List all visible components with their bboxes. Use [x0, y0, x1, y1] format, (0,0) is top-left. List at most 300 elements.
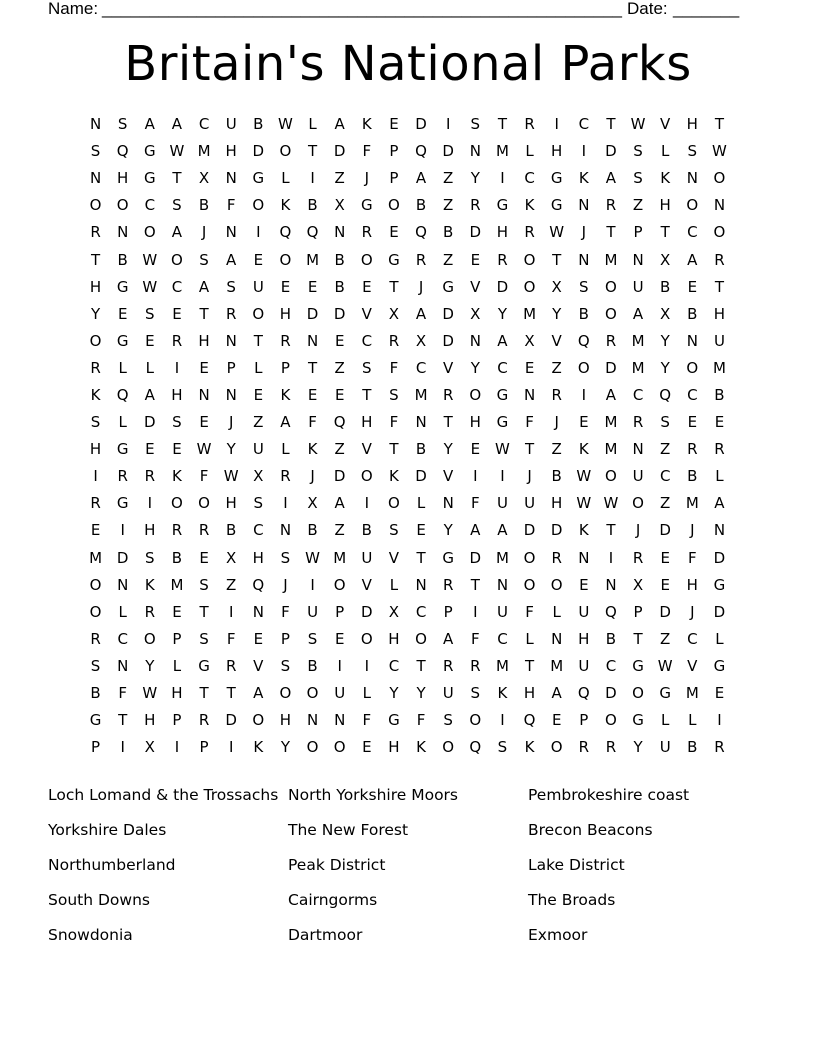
grid-letter: M	[495, 142, 509, 161]
grid-letter: Y	[416, 684, 426, 703]
grid-letter: K	[660, 169, 671, 188]
grid-letter: F	[226, 196, 236, 215]
grid-letter: N	[225, 331, 237, 350]
grid-letter: G	[89, 711, 102, 730]
grid-letter: X	[334, 196, 345, 215]
grid-row	[82, 463, 734, 490]
grid-letter: R	[632, 548, 644, 567]
grid-letter: M	[495, 548, 509, 567]
grid-letter: L	[145, 358, 154, 377]
grid-letter: B	[307, 521, 318, 540]
grid-letter: D	[144, 413, 156, 432]
grid-letter: I	[228, 602, 234, 621]
grid-letter: F	[389, 413, 399, 432]
grid-letter: M	[333, 548, 347, 567]
grid-letter: C	[144, 196, 156, 215]
grid-letter: J	[554, 413, 559, 432]
grid-letter: S	[389, 385, 399, 404]
grid-letter: P	[633, 602, 643, 621]
grid-letter: B	[361, 521, 372, 540]
grid-letter: H	[469, 413, 481, 432]
grid-letter: G	[496, 196, 509, 215]
grid-letter: R	[117, 467, 128, 486]
grid-letter: U	[632, 277, 644, 296]
grid-letter: O	[523, 277, 536, 296]
grid-letter: N	[89, 115, 102, 134]
grid-letter: A	[687, 250, 698, 269]
header-line	[48, 0, 748, 21]
grid-letter: L	[552, 602, 561, 621]
grid-letter: R	[470, 196, 481, 215]
grid-letter: N	[117, 656, 129, 675]
grid-letter: I	[120, 738, 125, 757]
word-list-item: Lake District	[528, 855, 625, 874]
grid-letter: H	[388, 738, 400, 757]
grid-letter: U	[632, 467, 644, 486]
grid-letter: H	[659, 196, 671, 215]
grid-letter: O	[605, 277, 617, 296]
grid-letter: B	[334, 277, 345, 296]
grid-row	[82, 409, 734, 436]
grid-letter: S	[660, 413, 670, 432]
grid-letter: O	[143, 629, 156, 648]
grid-letter: C	[415, 602, 427, 621]
grid-letter: N	[469, 142, 481, 161]
grid-letter: S	[90, 413, 101, 432]
grid-letter: Q	[306, 223, 319, 242]
grid-letter: F	[525, 413, 534, 432]
grid-letter: R	[497, 250, 508, 269]
grid-letter: L	[254, 358, 263, 377]
grid-letter: F	[525, 602, 534, 621]
grid-letter: G	[252, 169, 265, 188]
grid-letter: N	[117, 575, 129, 594]
grid-letter: D	[442, 304, 454, 323]
grid-letter: Y	[389, 684, 399, 703]
letter-grid	[82, 111, 734, 761]
grid-letter: A	[171, 115, 183, 134]
grid-letter: O	[686, 196, 699, 215]
grid-letter: N	[551, 629, 563, 648]
grid-letter: E	[470, 440, 481, 459]
grid-letter: L	[118, 358, 127, 377]
grid-letter: V	[687, 656, 698, 675]
grid-letter: U	[713, 331, 725, 350]
grid-letter: N	[578, 250, 590, 269]
grid-letter: O	[469, 711, 482, 730]
grid-letter: A	[714, 494, 725, 513]
grid-letter: N	[225, 223, 237, 242]
grid-letter: U	[442, 684, 454, 703]
grid-letter: F	[362, 142, 372, 161]
grid-letter: O	[333, 738, 346, 757]
grid-letter: T	[253, 331, 263, 350]
grid-letter: Z	[632, 196, 644, 215]
grid-letter: E	[334, 385, 345, 404]
grid-letter: Q	[659, 385, 672, 404]
grid-letter: D	[415, 467, 427, 486]
grid-letter: G	[116, 277, 129, 296]
word-list-item: Exmoor	[528, 925, 588, 944]
grid-letter: L	[416, 494, 426, 513]
grid-letter: E	[199, 548, 209, 567]
grid-letter: C	[198, 115, 210, 134]
grid-letter: N	[225, 169, 237, 188]
grid-letter: S	[172, 196, 182, 215]
grid-letter: U	[307, 602, 319, 621]
grid-letter: D	[442, 331, 454, 350]
grid-letter: E	[280, 277, 291, 296]
grid-letter: L	[661, 142, 670, 161]
grid-letter: S	[90, 142, 101, 161]
grid-row	[82, 436, 734, 463]
grid-letter: R	[442, 656, 454, 675]
grid-letter: E	[416, 521, 426, 540]
grid-letter: O	[388, 494, 400, 513]
grid-letter: E	[470, 250, 481, 269]
grid-letter: J	[310, 467, 315, 486]
grid-letter: Z	[551, 440, 562, 459]
grid-letter: U	[496, 602, 508, 621]
page-title: Britain's National Parks	[124, 36, 692, 92]
grid-letter: D	[361, 602, 373, 621]
word-list-item: Snowdonia	[48, 925, 133, 944]
grid-letter: G	[659, 684, 671, 703]
grid-letter: O	[89, 331, 102, 350]
grid-letter: B	[198, 196, 210, 215]
grid-letter: K	[524, 196, 535, 215]
grid-letter: X	[415, 331, 427, 350]
grid-letter: R	[442, 575, 454, 594]
grid-letter: O	[469, 385, 482, 404]
grid-letter: Y	[470, 169, 480, 188]
grid-letter: U	[334, 684, 346, 703]
grid-letter: P	[91, 738, 101, 757]
grid-letter: I	[120, 521, 125, 540]
grid-letter: H	[252, 548, 264, 567]
grid-letter: O	[89, 196, 102, 215]
grid-letter: R	[632, 413, 644, 432]
grid-letter: B	[687, 467, 698, 486]
grid-letter: M	[414, 385, 428, 404]
grid-letter: D	[333, 304, 346, 323]
grid-letter: Q	[116, 385, 129, 404]
grid-letter: L	[118, 602, 127, 621]
grid-letter: S	[226, 277, 236, 296]
grid-letter: O	[523, 575, 536, 594]
grid-letter: K	[497, 684, 508, 703]
grid-letter: J	[364, 169, 370, 188]
grid-letter: U	[225, 115, 237, 134]
grid-letter: P	[443, 602, 453, 621]
grid-letter: K	[416, 738, 426, 757]
grid-letter: T	[470, 575, 480, 594]
grid-letter: D	[333, 467, 346, 486]
grid-letter: W	[549, 223, 565, 242]
grid-letter: D	[116, 548, 129, 567]
grid-letter: T	[552, 250, 562, 269]
grid-letter: C	[687, 223, 698, 242]
grid-letter: O	[686, 358, 699, 377]
grid-letter: A	[443, 629, 454, 648]
grid-letter: I	[500, 711, 505, 730]
grid-letter: R	[90, 629, 101, 648]
grid-letter: T	[199, 602, 209, 621]
grid-letter: N	[686, 169, 698, 188]
grid-letter: O	[89, 602, 102, 621]
grid-letter: L	[715, 467, 724, 486]
grid-letter: A	[144, 115, 155, 134]
grid-letter: H	[279, 711, 292, 730]
grid-letter: D	[605, 684, 617, 703]
word-list-item: Peak District	[288, 855, 386, 874]
grid-letter: R	[605, 738, 617, 757]
grid-letter: R	[171, 521, 183, 540]
word-list-item: Cairngorms	[288, 890, 378, 909]
grid-letter: I	[283, 494, 288, 513]
grid-letter: I	[608, 548, 614, 567]
grid-letter: N	[713, 196, 726, 215]
grid-letter: Q	[605, 602, 617, 621]
grid-letter: O	[279, 142, 292, 161]
grid-letter: I	[174, 358, 180, 377]
grid-row	[82, 545, 734, 572]
grid-letter: B	[687, 304, 698, 323]
grid-letter: J	[581, 223, 587, 242]
grid-letter: G	[550, 196, 563, 215]
grid-letter: X	[388, 602, 400, 621]
grid-letter: G	[550, 169, 563, 188]
grid-letter: Z	[660, 629, 671, 648]
grid-letter: A	[334, 115, 345, 134]
grid-letter: Y	[226, 440, 236, 459]
grid-letter: Y	[552, 304, 562, 323]
grid-letter: M	[197, 142, 211, 161]
grid-letter: A	[226, 250, 237, 269]
grid-letter: B	[117, 250, 128, 269]
grid-letter: U	[361, 548, 373, 567]
grid-letter: W	[142, 250, 158, 269]
grid-letter: H	[551, 494, 563, 513]
grid-letter: Z	[334, 440, 345, 459]
grid-letter: M	[631, 358, 645, 377]
grid-letter: V	[361, 304, 372, 323]
grid-letter: G	[713, 575, 726, 594]
grid-letter: J	[690, 602, 695, 621]
grid-letter: N	[686, 331, 698, 350]
grid-letter: Y	[443, 440, 453, 459]
grid-letter: S	[389, 521, 399, 540]
grid-letter: W	[657, 656, 673, 675]
grid-letter: Y	[633, 738, 643, 757]
grid-letter: F	[199, 467, 209, 486]
grid-letter: M	[604, 250, 618, 269]
grid-letter: A	[334, 494, 345, 513]
grid-letter: E	[714, 684, 725, 703]
grid-letter: E	[687, 277, 698, 296]
grid-letter: Q	[577, 684, 590, 703]
grid-letter: E	[714, 413, 725, 432]
word-row	[48, 848, 768, 883]
grid-letter: V	[388, 548, 400, 567]
grid-letter: L	[281, 440, 290, 459]
grid-letter: M	[685, 494, 699, 513]
grid-letter: O	[89, 575, 102, 594]
grid-letter: E	[172, 602, 182, 621]
grid-letter: Q	[252, 575, 265, 594]
grid-letter: H	[686, 115, 698, 134]
grid-letter: I	[554, 115, 559, 134]
grid-letter: H	[171, 385, 183, 404]
grid-letter: J	[418, 277, 424, 296]
grid-letter: Z	[660, 494, 671, 513]
grid-letter: H	[361, 413, 373, 432]
grid-letter: D	[252, 142, 265, 161]
grid-letter: S	[117, 115, 128, 134]
grid-letter: O	[550, 738, 563, 757]
grid-letter: G	[144, 142, 156, 161]
grid-letter: Q	[523, 711, 536, 730]
grid-letter: P	[280, 629, 290, 648]
grid-letter: K	[578, 169, 589, 188]
grid-letter: W	[630, 115, 646, 134]
grid-letter: R	[442, 385, 454, 404]
grid-letter: D	[659, 521, 671, 540]
grid-letter: B	[253, 115, 264, 134]
grid-letter: K	[578, 440, 589, 459]
grid-letter: O	[550, 575, 563, 594]
grid-letter: B	[660, 277, 671, 296]
grid-letter: D	[333, 142, 346, 161]
grid-letter: U	[524, 494, 536, 513]
grid-letter: O	[252, 196, 265, 215]
grid-letter: E	[145, 331, 155, 350]
grid-letter: P	[226, 358, 236, 377]
grid-letter: H	[144, 711, 156, 730]
grid-letter: Y	[280, 738, 291, 757]
grid-letter: N	[578, 548, 590, 567]
grid-row	[82, 599, 734, 626]
grid-letter: N	[89, 169, 102, 188]
grid-letter: E	[334, 331, 345, 350]
grid-letter: O	[306, 738, 319, 757]
grid-letter: I	[500, 467, 505, 486]
grid-letter: J	[635, 521, 641, 540]
grid-letter: E	[253, 385, 264, 404]
grid-letter: D	[496, 277, 509, 296]
grid-letter: O	[143, 223, 156, 242]
grid-row	[82, 111, 734, 138]
grid-letter: G	[632, 711, 644, 730]
grid-letter: K	[280, 385, 291, 404]
grid-letter: A	[198, 277, 210, 296]
grid-letter: O	[713, 223, 726, 242]
grid-letter: T	[118, 711, 128, 730]
grid-letter: T	[226, 684, 236, 703]
grid-letter: W	[603, 494, 619, 513]
grid-letter: N	[713, 521, 726, 540]
grid-letter: Z	[443, 250, 454, 269]
grid-row	[82, 301, 734, 328]
grid-letter: N	[605, 575, 617, 594]
grid-letter: R	[470, 656, 481, 675]
grid-letter: R	[198, 521, 210, 540]
grid-letter: M	[89, 548, 103, 567]
grid-letter: Q	[333, 413, 346, 432]
grid-letter: F	[308, 413, 317, 432]
grid-letter: W	[576, 494, 592, 513]
grid-letter: Y	[660, 358, 670, 377]
grid-letter: Z	[334, 521, 345, 540]
grid-letter: O	[360, 250, 373, 269]
grid-letter: X	[307, 494, 318, 513]
grid-letter: V	[361, 575, 372, 594]
grid-letter: D	[442, 142, 454, 161]
grid-letter: W	[278, 115, 293, 134]
grid-letter: S	[470, 684, 481, 703]
grid-letter: W	[305, 548, 320, 567]
grid-letter: B	[415, 196, 427, 215]
grid-letter: G	[442, 277, 454, 296]
grid-letter: O	[116, 196, 129, 215]
grid-row	[82, 138, 734, 165]
grid-letter: B	[714, 385, 725, 404]
grid-letter: N	[632, 440, 644, 459]
grid-letter: Q	[577, 331, 590, 350]
grid-letter: I	[337, 656, 342, 675]
word-list-item: South Downs	[48, 890, 150, 909]
grid-row	[82, 734, 734, 761]
grid-letter: C	[497, 358, 508, 377]
grid-letter: F	[281, 602, 290, 621]
grid-letter: T	[606, 115, 616, 134]
grid-letter: T	[416, 548, 426, 567]
grid-letter: L	[661, 711, 670, 730]
grid-letter: O	[171, 250, 183, 269]
grid-letter: S	[307, 629, 318, 648]
grid-letter: G	[713, 656, 726, 675]
grid-letter: S	[253, 494, 264, 513]
grid-letter: X	[198, 169, 210, 188]
grid-letter: A	[497, 521, 508, 540]
grid-letter: I	[717, 711, 722, 730]
grid-letter: N	[334, 711, 346, 730]
grid-letter: T	[362, 385, 372, 404]
grid-letter: Z	[226, 575, 237, 594]
grid-letter: K	[172, 467, 182, 486]
grid-letter: G	[388, 250, 400, 269]
grid-letter: E	[307, 277, 318, 296]
grid-letter: O	[523, 548, 536, 567]
grid-letter: Z	[443, 169, 454, 188]
grid-letter: T	[389, 277, 399, 296]
grid-letter: Y	[660, 331, 670, 350]
grid-letter: X	[660, 250, 671, 269]
word-list-item: North Yorkshire Moors	[288, 786, 459, 805]
grid-letter: M	[604, 413, 618, 432]
grid-letter: F	[226, 629, 236, 648]
grid-letter: R	[225, 656, 237, 675]
grid-letter: W	[495, 440, 510, 459]
grid-letter: R	[280, 467, 291, 486]
grid-letter: E	[253, 629, 264, 648]
grid-letter: C	[659, 467, 671, 486]
word-list-item: Yorkshire Dales	[48, 821, 167, 840]
grid-letter: K	[280, 196, 291, 215]
grid-letter: E	[334, 629, 345, 648]
grid-letter: O	[605, 467, 617, 486]
grid-letter: H	[225, 494, 237, 513]
